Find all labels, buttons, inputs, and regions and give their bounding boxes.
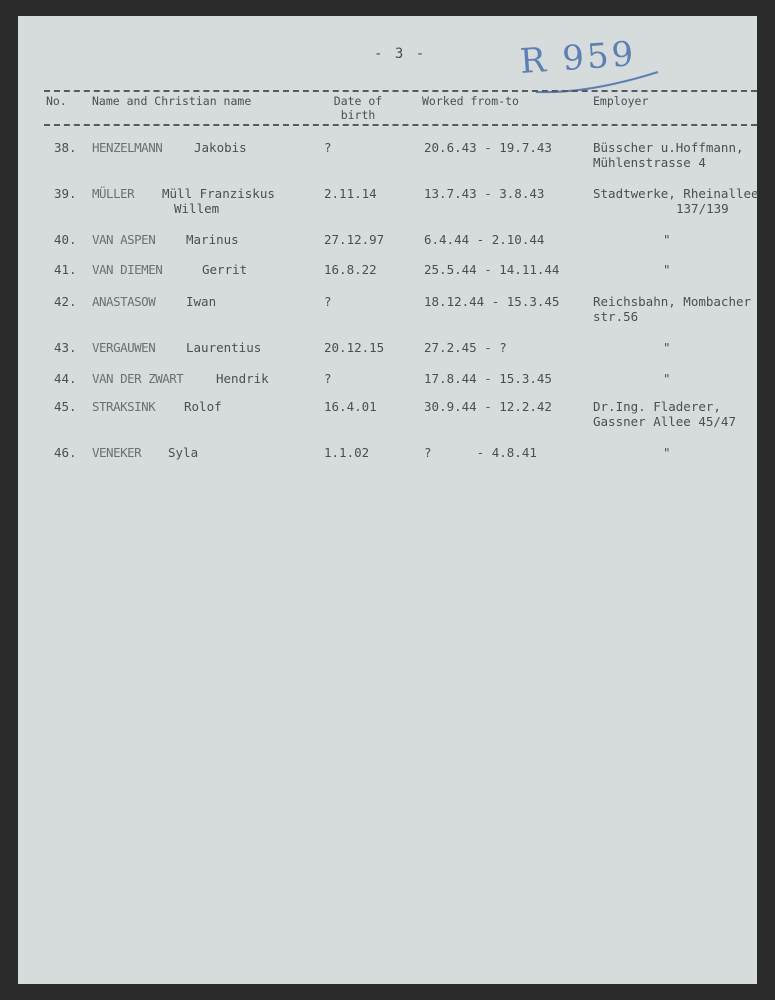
employer: Reichsbahn, Mombacher <box>593 294 752 309</box>
surname: HENZELMANN <box>92 140 163 155</box>
col-header-employer: Employer <box>593 94 649 108</box>
date-of-birth: 27.12.97 <box>324 232 385 247</box>
handwritten-reference-mark: R 959 <box>518 33 638 83</box>
row-number: 42. <box>54 294 77 309</box>
date-of-birth: 1.1.02 <box>324 445 370 460</box>
given-name: Hendrik <box>216 371 269 386</box>
worked-period: 13.7.43 - 3.8.43 <box>424 186 545 201</box>
col-header-no: No. <box>46 94 67 108</box>
employer: Büsscher u.Hoffmann, <box>593 140 744 155</box>
date-of-birth: 20.12.15 <box>324 340 385 355</box>
employer-ditto: " <box>663 371 671 386</box>
worked-period: 20.6.43 - 19.7.43 <box>424 140 552 155</box>
worked-period: 27.2.45 - ? <box>424 340 507 355</box>
worked-period: 6.4.44 - 2.10.44 <box>424 232 545 247</box>
employer: Stadtwerke, Rheinallee <box>593 186 759 201</box>
employer-ditto: " <box>663 262 671 277</box>
worked-period: 30.9.44 - 12.2.42 <box>424 399 552 414</box>
employer: Dr.Ing. Fladerer, <box>593 399 721 414</box>
worked-period: ? - 4.8.41 <box>424 445 537 460</box>
date-of-birth: ? <box>324 294 332 309</box>
row-number: 41. <box>54 262 77 277</box>
surname: MÜLLER <box>92 186 135 201</box>
given-name: Müll Franziskus <box>162 186 275 201</box>
surname: VAN DER ZWART <box>92 371 184 386</box>
header-bottom-rule <box>44 124 757 126</box>
date-of-birth: ? <box>324 140 332 155</box>
col-header-dob-line2: birth <box>340 108 376 122</box>
given-name: Marinus <box>186 232 239 247</box>
row-number: 46. <box>54 445 77 460</box>
row-number: 39. <box>54 186 77 201</box>
employer-line2: Mühlenstrasse 4 <box>593 155 706 170</box>
date-of-birth: ? <box>324 371 332 386</box>
date-of-birth: 16.8.22 <box>324 262 377 277</box>
col-header-name: Name and Christian name <box>92 94 252 108</box>
row-number: 38. <box>54 140 77 155</box>
row-number: 45. <box>54 399 77 414</box>
surname: VERGAUWEN <box>92 340 156 355</box>
given-name: Iwan <box>186 294 217 309</box>
given-name: Syla <box>168 445 199 460</box>
document-page <box>18 16 757 984</box>
col-header-dob <box>318 94 398 122</box>
surname: STRAKSINK <box>92 399 156 414</box>
given-name: Laurentius <box>186 340 262 355</box>
given-name: Jakobis <box>194 140 247 155</box>
employer-line2: 137/139 <box>676 201 729 216</box>
surname: VAN DIEMEN <box>92 262 163 277</box>
employer-line2: str.56 <box>593 309 639 324</box>
given-name-line2: Willem <box>174 201 220 216</box>
date-of-birth: 2.11.14 <box>324 186 377 201</box>
page-number: - 3 - <box>374 46 427 62</box>
surname: ANASTASOW <box>92 294 156 309</box>
row-number: 44. <box>54 371 77 386</box>
given-name: Rolof <box>184 399 222 414</box>
employer-ditto: " <box>663 340 671 355</box>
employer-ditto: " <box>663 445 671 460</box>
worked-period: 25.5.44 - 14.11.44 <box>424 262 560 277</box>
row-number: 43. <box>54 340 77 355</box>
col-header-dob-line1: Date of <box>333 94 383 108</box>
employer-ditto: " <box>663 232 671 247</box>
row-number: 40. <box>54 232 77 247</box>
surname: VAN ASPEN <box>92 232 156 247</box>
worked-period: 18.12.44 - 15.3.45 <box>424 294 560 309</box>
surname: VENEKER <box>92 445 142 460</box>
worked-period: 17.8.44 - 15.3.45 <box>424 371 552 386</box>
date-of-birth: 16.4.01 <box>324 399 377 414</box>
given-name: Gerrit <box>202 262 248 277</box>
col-header-worked: Worked from-to <box>422 94 519 108</box>
employer-line2: Gassner Allee 45/47 <box>593 414 736 429</box>
header-top-rule <box>44 90 757 92</box>
